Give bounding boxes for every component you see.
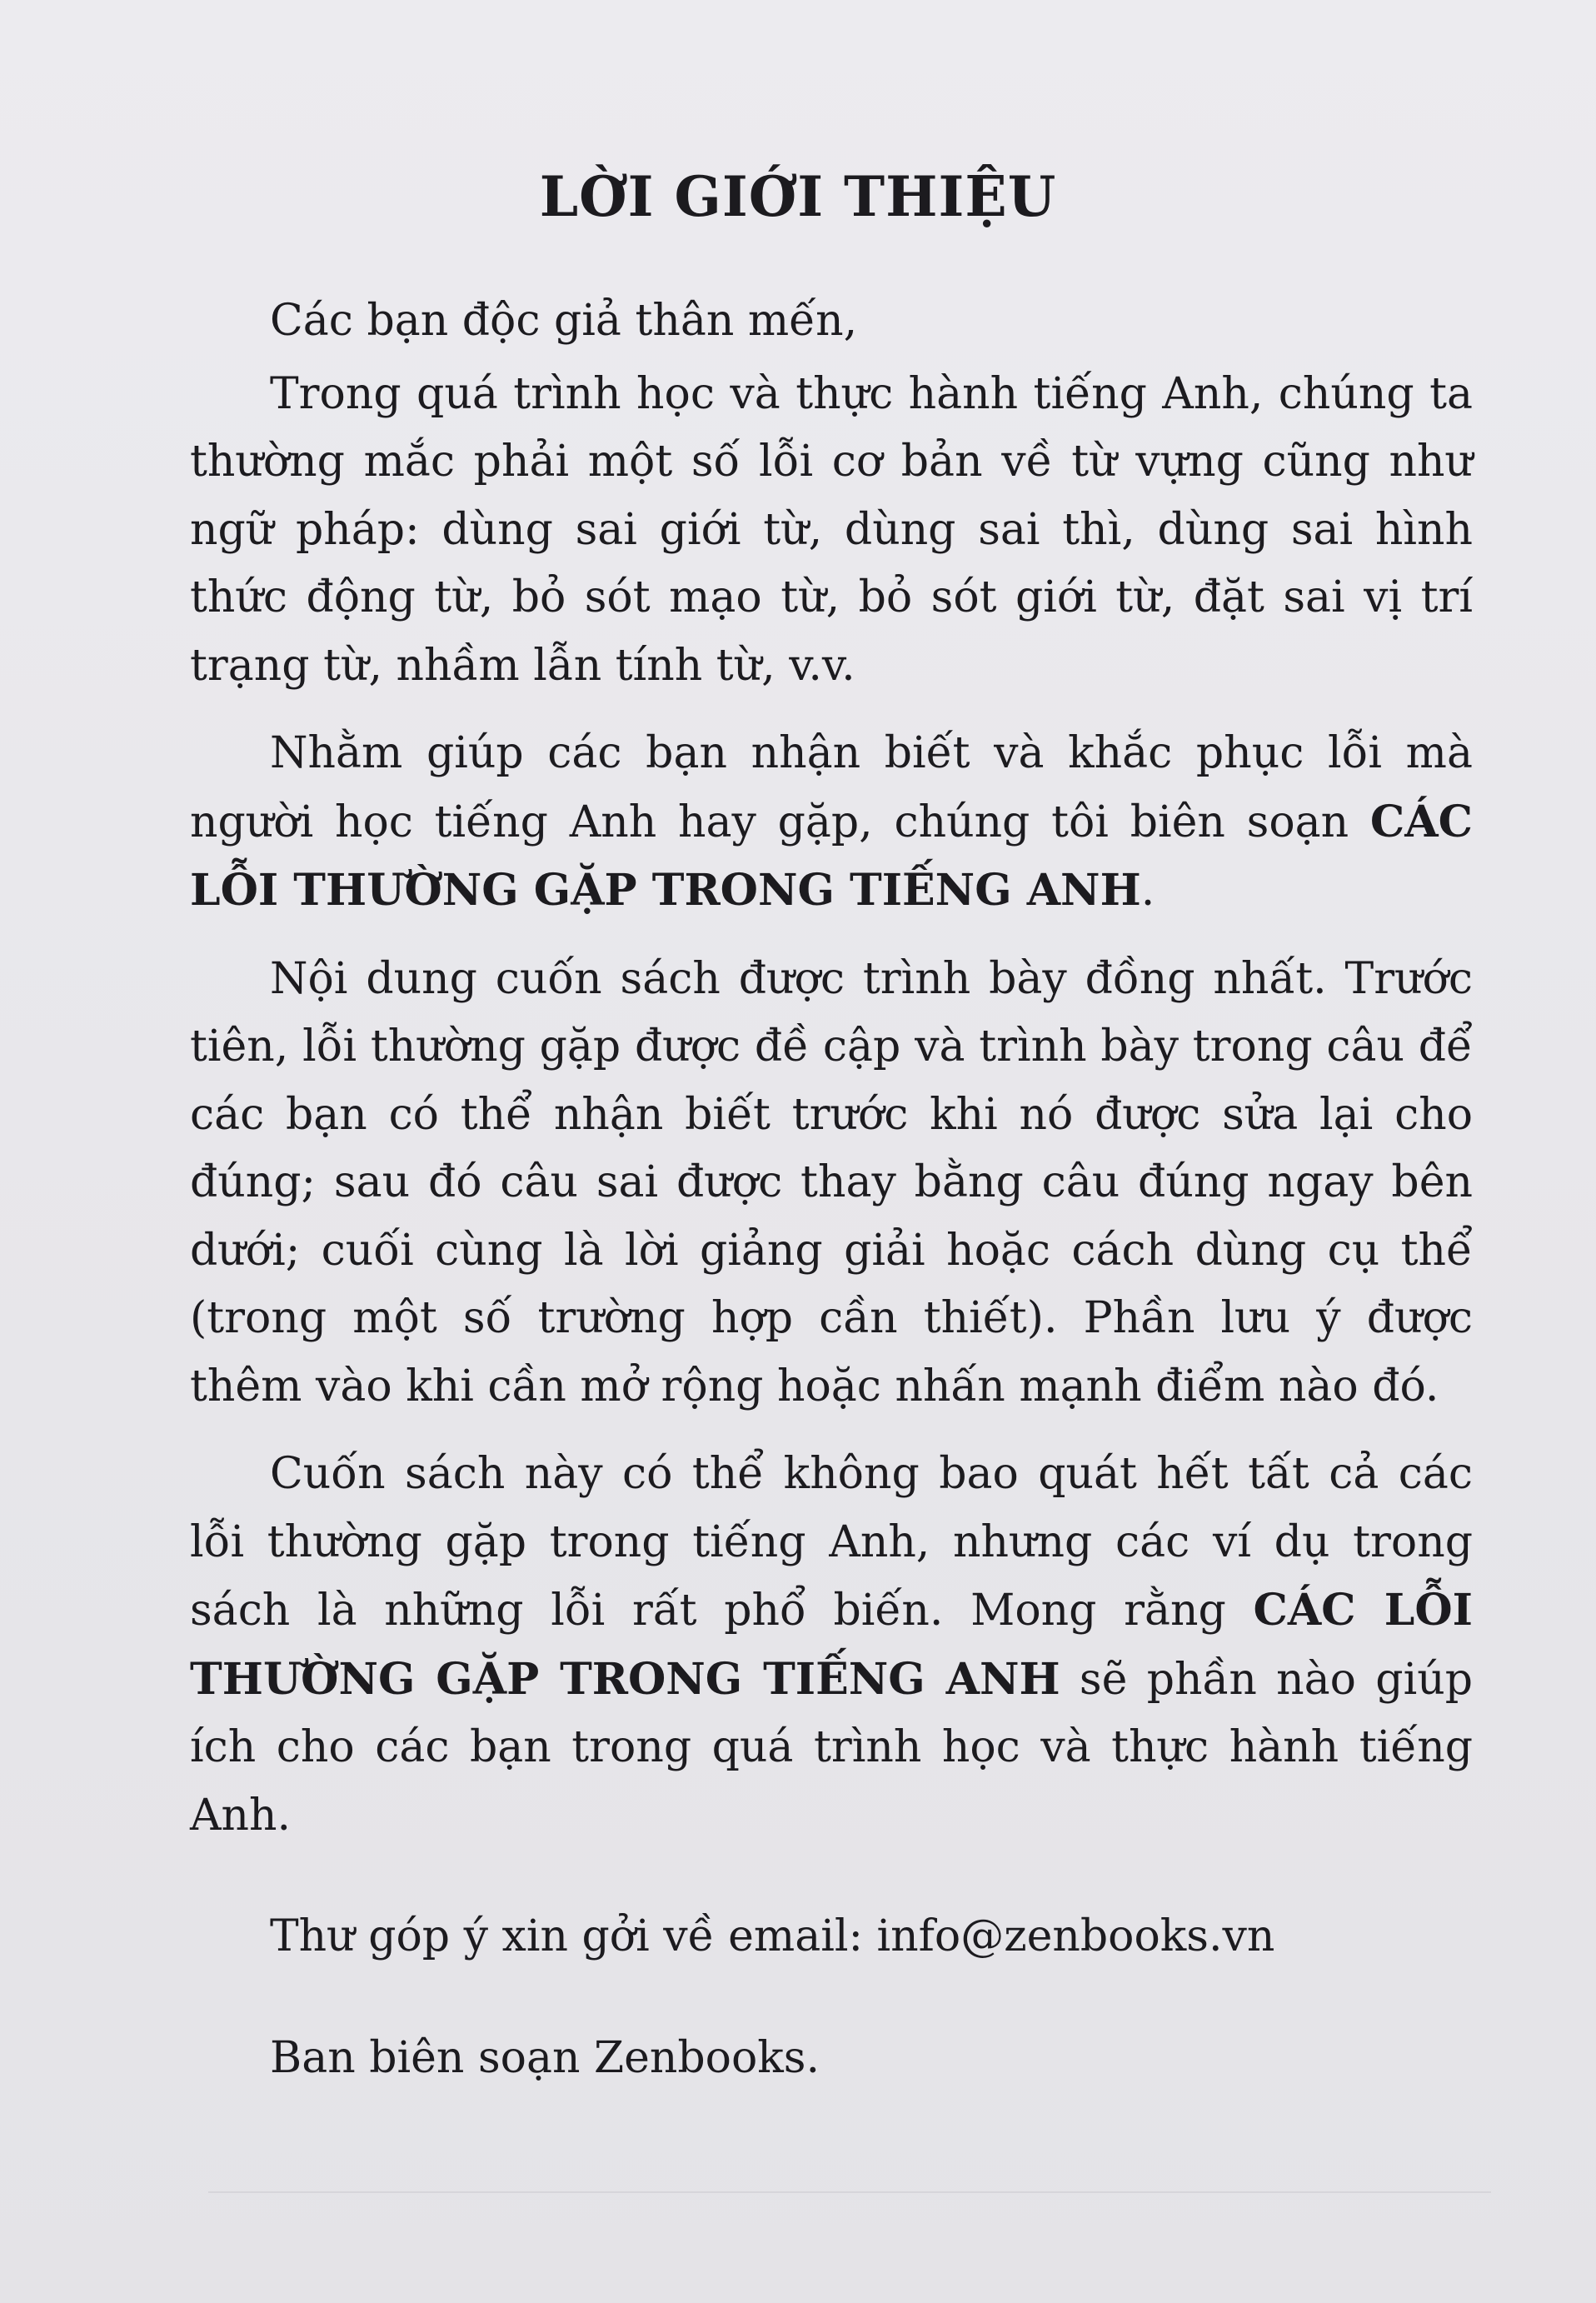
email-line: Thư góp ý xin gởi về email: info@zenbooks.vn bbox=[270, 1911, 1275, 1961]
signoff: Ban biên soạn Zenbooks. bbox=[270, 2032, 820, 2083]
book-title-bold: CÁC LỖI THƯỜNG GẶP TRONG TIẾNG ANH bbox=[190, 1585, 1473, 1705]
page-body bbox=[190, 287, 1473, 2112]
page-title: LỜI GIỚI THIỆU bbox=[539, 164, 1057, 229]
paragraph-scope-end: sẽ phần nào giúp ích cho các bạn trong quá trình học và thực hành tiếng Anh. bbox=[190, 1654, 1473, 1841]
paragraph-intro: Trong quá trình học và thực hành tiếng Anh, chúng ta thường mắc phải một số lỗi cơ bản về từ vựng cũng như ngữ pháp: dùng sai giới từ, dùng sai thì, dùng sai hình thức động từ, bỏ sót mạo từ, bỏ sót giới từ, đặt sai vị trí trạng từ, nhầm lẫn tính từ, v.v. bbox=[190, 368, 1473, 691]
paragraph-scope-text: Cuốn sách này có thể không bao quát hết tất cả các lỗi thường gặp trong tiếng Anh, nhưng các ví dụ trong sách là những lỗi rất phổ biến. Mong rằng bbox=[190, 1449, 1473, 1636]
paragraph-content: Nội dung cuốn sách được trình bày đồng nhất. Trước tiên, lỗi thường gặp được đề cập và trình bày trong câu để các bạn có thể nhận biết trước khi nó được sửa lại cho đúng; sau đó câu sai được thay bằng câu đúng ngay bên dưới; cuối cùng là lời giảng giải hoặc cách dùng cụ thể (trong một số trường hợp cần thiết). Phần lưu ý được thêm vào khi cần mở rộng hoặc nhấn mạnh điểm nào đó. bbox=[190, 953, 1473, 1411]
paragraph-purpose-text: Nhằm giúp các bạn nhận biết và khắc phục lỗi mà người học tiếng Anh hay gặp, chúng tôi biên soạn bbox=[190, 728, 1473, 847]
paragraph-purpose bbox=[190, 720, 1473, 926]
book-title-bold: CÁC LỖI THƯỜNG GẶP TRONG TIẾNG ANH bbox=[190, 796, 1473, 916]
greeting: Các bạn độc giả thân mến, bbox=[270, 296, 858, 346]
paragraph-scope bbox=[190, 1441, 1473, 1850]
paragraph-purpose-end: . bbox=[1140, 866, 1155, 916]
bleed-through-rule bbox=[208, 2191, 1491, 2193]
